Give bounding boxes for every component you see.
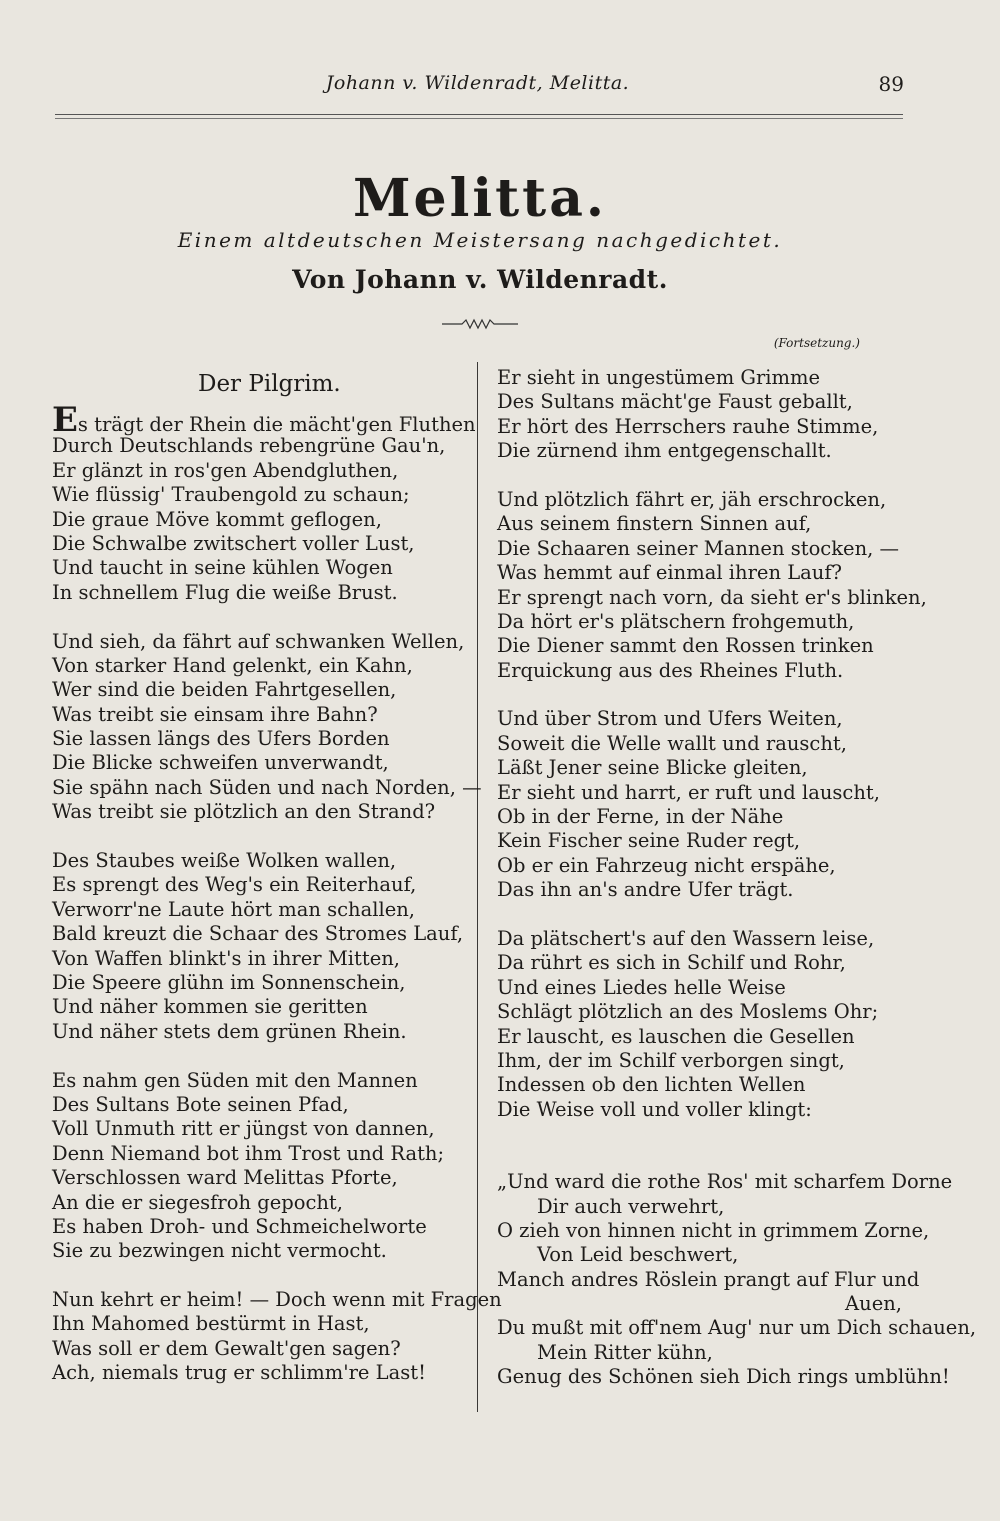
verse-text: Und über Strom und Ufers Weiten, (497, 707, 843, 731)
verse-text: Und plötzlich fährt er, jäh erschrocken, (497, 487, 887, 511)
verse-text: Und sieh, da fährt auf schwanken Wellen, (52, 629, 465, 653)
running-head: Johann v. Wildenradt, Melitta. (325, 72, 630, 94)
verse-line (52, 483, 467, 507)
verse-line (52, 556, 467, 580)
poem-subtitle: Einem altdeutschen Meistersang nachgedichtet. (177, 228, 783, 252)
verse-line (497, 537, 912, 561)
verse-text: Was soll er dem Gewalt'gen sagen? (52, 1336, 401, 1360)
verse-line (52, 849, 467, 873)
verse-line (497, 439, 912, 463)
verse-line (497, 878, 912, 902)
verse-line (52, 400, 476, 440)
verse-line (52, 995, 467, 1019)
left-stanzas (52, 400, 502, 1386)
verse-line (497, 415, 912, 439)
verse-line (52, 1361, 467, 1385)
ornament-divider (440, 316, 520, 332)
verse-text: Des Sultans Bote seinen Pfad, (52, 1092, 349, 1116)
drop-cap: E (52, 400, 78, 440)
verse-text: Es haben Droh- und Schmeichelworte (52, 1214, 427, 1238)
verse-line (52, 1117, 467, 1141)
verse-text: Die zürnend ihm entgegenschallt. (497, 439, 832, 463)
verse-line (497, 561, 912, 585)
verse-text: Die graue Möve kommt geflogen, (52, 507, 382, 531)
verse-text: Und näher kommen sie geritten (52, 995, 368, 1019)
verse-line (497, 707, 912, 731)
verse-text: Sie zu bezwingen nicht vermocht. (52, 1239, 387, 1263)
verse-text: In schnellem Flug die weiße Brust. (52, 580, 398, 604)
verse-line (497, 829, 912, 853)
verse-text: Wie flüssig' Traubengold zu schaun; (52, 483, 410, 507)
verse-text: Und taucht in seine kühlen Wogen (52, 556, 393, 580)
verse-text: Kein Fischer seine Ruder regt, (497, 829, 801, 853)
verse-text: Ob er ein Fahrzeug nicht erspähe, (497, 853, 836, 877)
verse-text: Die Speere glühn im Sonnenschein, (52, 970, 406, 994)
verse-text: Denn Niemand bot ihm Trost und Rath; (52, 1141, 445, 1165)
song-line: Mein Ritter kühn, (537, 1340, 713, 1364)
verse-text: Es sprengt des Weg's ein Reiterhauf, (52, 873, 417, 897)
song-stanza (497, 1170, 977, 1390)
verse-line (497, 976, 912, 1000)
verse-line (497, 366, 912, 390)
verse-text: Ihm, der im Schilf verborgen singt, (497, 1048, 845, 1072)
page-header (55, 70, 904, 110)
verse-line (52, 678, 467, 702)
verse-line (52, 630, 467, 654)
continued-note: (Fortsetzung.) (773, 336, 860, 350)
verse-line (52, 751, 467, 775)
song-line: O zieh von hinnen nicht in grimmem Zorne, (497, 1218, 930, 1242)
stanza (52, 1069, 467, 1264)
verse-line (497, 854, 912, 878)
verse-line (497, 927, 912, 951)
verse-text: Nun kehrt er heim! — Doch wenn mit Fragen (52, 1288, 502, 1312)
verse-text: Von Waffen blinkt's in ihrer Mitten, (52, 946, 400, 970)
verse-line (52, 898, 467, 922)
verse-text: Da plätschert's auf den Wassern leise, (497, 926, 875, 950)
verse-text: Und eines Liedes helle Weise (497, 975, 786, 999)
verse-text: Er sieht und harrt, er ruft und lauscht, (497, 780, 880, 804)
right-stanzas (497, 366, 927, 1122)
verse-text: Die Weise voll und voller klingt: (497, 1097, 812, 1121)
verse-line (52, 581, 467, 605)
poem-title: Melitta. (353, 168, 607, 229)
verse-line (497, 805, 912, 829)
verse-line (497, 1073, 912, 1097)
verse-text: Da rührt es sich in Schilf und Rohr, (497, 951, 846, 975)
verse-text: Was treibt sie einsam ihre Bahn? (52, 702, 378, 726)
verse-text: Das ihn an's andre Ufer trägt. (497, 878, 794, 902)
verse-text: Er sieht in ungestümem Grimme (497, 366, 821, 389)
verse-line (497, 1000, 912, 1024)
verse-text: Da hört er's plätschern frohgemuth, (497, 609, 855, 633)
verse-line (497, 512, 912, 536)
verse-text: Ach, niemals trug er schlimm're Last! (52, 1361, 426, 1385)
verse-text: Des Sultans mächt'ge Faust geballt, (497, 390, 853, 414)
verse-line (52, 703, 467, 727)
column-divider (477, 362, 478, 1412)
verse-text: Erquickung aus des Rheines Fluth. (497, 658, 844, 682)
verse-text: Schlägt plötzlich an des Moslems Ohr; (497, 1000, 879, 1024)
verse-text: Aus seinem finstern Sinnen auf, (497, 512, 812, 536)
verse-line (497, 951, 912, 975)
verse-line (52, 1069, 467, 1093)
verse-line (497, 659, 912, 683)
verse-text: Voll Unmuth ritt er jüngst von dannen, (52, 1117, 435, 1141)
song-line: Dir auch verwehrt, (537, 1194, 725, 1218)
stanza (52, 400, 476, 605)
verse-text: Sie spähn nach Süden und nach Norden, — (52, 775, 482, 799)
verse-line (497, 1098, 912, 1122)
verse-line (52, 1215, 467, 1239)
stanza (497, 707, 912, 902)
verse-line (52, 971, 467, 995)
verse-text: Was hemmt auf einmal ihren Lauf? (497, 561, 843, 585)
verse-text: Bald kreuzt die Schaar des Stromes Lauf, (52, 922, 464, 946)
verse-text: Des Staubes weiße Wolken wallen, (52, 849, 397, 873)
verse-text: Läßt Jener seine Blicke gleiten, (497, 756, 808, 780)
verse-line (497, 610, 912, 634)
song-line: Du mußt mit off'nem Aug' nur um Dich schauen, (497, 1316, 977, 1340)
verse-line (497, 634, 912, 658)
stanza (52, 849, 467, 1044)
verse-text: Ihn Mahomed bestürmt in Hast, (52, 1312, 370, 1336)
verse-text: Was treibt sie plötzlich an den Strand? (52, 800, 436, 824)
verse-line (497, 488, 912, 512)
song-line: „Und ward die rothe Ros' mit scharfem Dorne (497, 1170, 953, 1194)
verse-line (497, 390, 912, 414)
stanza (52, 629, 482, 825)
verse-line (497, 585, 927, 610)
verse-line (497, 781, 912, 805)
header-rule (55, 114, 903, 119)
verse-text: An die er siegesfroh gepocht, (52, 1190, 343, 1214)
verse-text: Verschlossen ward Melittas Pforte, (52, 1166, 398, 1190)
verse-line (52, 727, 467, 751)
verse-line (52, 873, 467, 897)
verse-line (52, 1166, 467, 1190)
verse-text: Durch Deutschlands rebengrüne Gau'n, (52, 434, 446, 458)
verse-text: Soweit die Welle wallt und rauscht, (497, 731, 847, 755)
verse-line (52, 508, 467, 532)
stanza (52, 1288, 502, 1386)
verse-text: Er glänzt in ros'gen Abendgluthen, (52, 458, 399, 482)
verse-text: Es nahm gen Süden mit den Mannen (52, 1068, 418, 1092)
verse-text: Und näher stets dem grünen Rhein. (52, 1019, 407, 1043)
verse-line (497, 732, 912, 756)
section-heading: Der Pilgrim. (198, 371, 341, 397)
verse-line (497, 756, 912, 780)
verse-text: Ob in der Ferne, in der Nähe (497, 805, 784, 829)
verse-line (52, 800, 467, 824)
verse-line (52, 1312, 467, 1336)
song-line: Genug des Schönen sieh Dich rings umblühn! (497, 1365, 950, 1389)
verse-line (52, 1239, 467, 1263)
verse-line (497, 1025, 912, 1049)
song-line: Auen, (845, 1292, 902, 1316)
verse-line (52, 532, 467, 556)
verse-text: Er sprengt nach vorn, da sieht er's blinken, (497, 585, 927, 609)
left-column (52, 366, 502, 1410)
verse-line (52, 922, 467, 946)
verse-text: Die Schaaren seiner Mannen stocken, — (497, 536, 900, 560)
verse-text: Wer sind die beiden Fahrtgesellen, (52, 678, 397, 702)
verse-line (52, 1191, 467, 1215)
verse-line (52, 1093, 467, 1117)
verse-line (52, 459, 467, 483)
verse-text: Die Blicke schweifen unverwandt, (52, 751, 389, 775)
stanza (497, 487, 927, 683)
verse-line (52, 1020, 467, 1044)
stanza (497, 366, 912, 464)
verse-text: Die Diener sammt den Rossen trinken (497, 634, 874, 658)
verse-text: Sie lassen längs des Ufers Borden (52, 727, 390, 751)
song-line: Von Leid beschwert, (537, 1243, 739, 1267)
song-line: Manch andres Röslein prangt auf Flur und (497, 1267, 920, 1291)
verse-line (52, 1337, 467, 1361)
verse-line (52, 654, 467, 678)
verse-text: Von starker Hand gelenkt, ein Kahn, (52, 653, 413, 677)
verse-text: Die Schwalbe zwitschert voller Lust, (52, 531, 415, 555)
stanza (497, 927, 912, 1122)
verse-line (497, 1049, 912, 1073)
verse-line (52, 1142, 467, 1166)
verse-text: Er hört des Herrschers rauhe Stimme, (497, 414, 879, 438)
verse-text: Verworr'ne Laute hört man schallen, (52, 897, 416, 921)
page-number: 89 (878, 72, 904, 96)
verse-text: Er lauscht, es lauschen die Gesellen (497, 1024, 855, 1048)
verse-text: s trägt der Rhein die mächt'gen Fluthen (77, 413, 476, 436)
author-byline: Von Johann v. Wildenradt. (292, 265, 668, 294)
verse-line (52, 947, 467, 971)
verse-text: Indessen ob den lichten Wellen (497, 1073, 806, 1097)
verse-line (52, 1288, 502, 1312)
verse-line (52, 775, 482, 800)
verse-line (52, 434, 467, 458)
right-column (497, 366, 977, 1414)
